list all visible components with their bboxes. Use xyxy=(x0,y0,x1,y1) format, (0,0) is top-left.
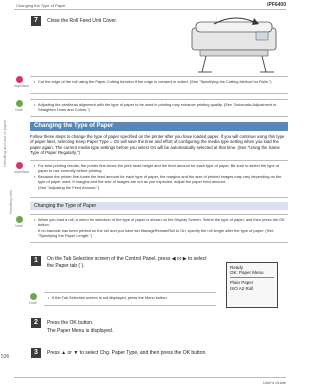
lcd-line-media: Plain Paper xyxy=(230,280,254,286)
important-box-1 xyxy=(30,76,288,94)
running-header-model: iPF6400 xyxy=(267,2,286,8)
lcd-line-size: ISO A2 Roll xyxy=(230,285,254,291)
header-rule xyxy=(14,9,286,10)
important-box-2 xyxy=(30,160,288,198)
printer-illustration xyxy=(186,14,284,74)
note-box-2 xyxy=(30,214,288,243)
note-box-3 xyxy=(44,292,216,306)
note-label: Note xyxy=(29,301,37,305)
page-number: 536 xyxy=(1,354,10,360)
important-2-item-3: (See "Adjusting the Feed Amount.") xyxy=(38,185,100,190)
note-icon xyxy=(14,216,24,228)
important-label: Important xyxy=(14,84,29,88)
step-2-subtext: The Paper Menu is displayed. xyxy=(47,328,114,334)
step-3-text: Press ▲ or ▼ to select Chg. Paper Type, and then press the OK button. xyxy=(47,350,207,356)
important-icon xyxy=(14,162,29,174)
note-2-item-2: If no barcode has been printed on the roll and you have set ManageRemainRoll to On, specify the roll length after the type of paper. (See "Specifying the Paper Length.") xyxy=(38,228,274,238)
footer-rule xyxy=(14,377,286,378)
control-panel-display xyxy=(226,262,278,308)
important-icon xyxy=(14,76,29,88)
section-body: Follow these steps to change the type of paper specified on the printer after you have loaded paper. If you will continue using this type of paper later, selecting Keep Paper Type = On will save the time and effort of configuring the media type setting when you load the paper again. The current media type settings before you select On will be automatically selected at that time. (See "Using the Same Type of Paper Regularly.") xyxy=(30,134,285,156)
step-2-number: 2 xyxy=(31,318,41,328)
important-label: Important xyxy=(14,170,29,174)
side-tab-section-label: Handling rolls xyxy=(8,190,13,215)
step-1-text: On the Tab Selection screen of the Control Panel, press ◀ or ▶ to select the Paper tab ( ). xyxy=(47,256,207,269)
note-icon xyxy=(14,100,24,112)
step-3-number: 3 xyxy=(31,348,41,358)
lcd-line-hint: OK: Paper Menu xyxy=(230,270,264,276)
important-2-item-2: • Because the printer fine-tunes the feed amount for each type of paper, the margins and the size of printed images may vary depending on the type of paper used. If margins and the size of images are not as you expected, adjust the paper feed amount. xyxy=(38,174,286,184)
step-1-number: 1 xyxy=(31,256,41,266)
important-2-item-1: • For best printing results, the printer fine-tunes the print head height and the feed amount for each type of paper. Be sure to select the type of paper to use correctly before printing. xyxy=(38,163,286,173)
note-1-text: • Adjusting the printhead alignment with the type of paper to be used in printing may enhance printing quality. (See "Automatic Adjustment to Straighten Lines and Colors.") xyxy=(38,102,286,112)
note-box-1 xyxy=(30,99,288,117)
step-7-text: Close the Roll Feed Unit Cover. xyxy=(47,18,118,24)
section-title: Changing the Type of Paper xyxy=(30,122,288,131)
footer-guide-name: User's Guide xyxy=(263,380,286,385)
lcd-line-status: Ready xyxy=(230,265,244,270)
note-3-text: • If the Tab Selection screen is not displayed, press the Menu button. xyxy=(52,295,212,300)
step-2-text: Press the OK button. xyxy=(47,320,94,326)
note-2-item-1: • When you load a roll, a menu for selection of the type of paper is shown on the Display Screen. Select the type of paper, and then press the OK button. xyxy=(38,217,286,227)
note-label: Note xyxy=(15,224,23,228)
step-7-number: 7 xyxy=(31,16,41,26)
note-icon xyxy=(28,293,38,305)
important-1-text: • Cut the edge of the roll using the Paper Cutting function if the edge is creased or soiled. (See "Specifying the Cutting Method for Rolls.") xyxy=(38,79,286,84)
subsection-title: Changing the Type of Paper xyxy=(30,202,288,210)
running-header-section: Changing the Type of Paper xyxy=(16,3,66,8)
side-tab-section xyxy=(8,190,14,340)
note-label: Note xyxy=(15,108,23,112)
side-tab-chapter-label: Handling and use of paper xyxy=(2,120,7,167)
